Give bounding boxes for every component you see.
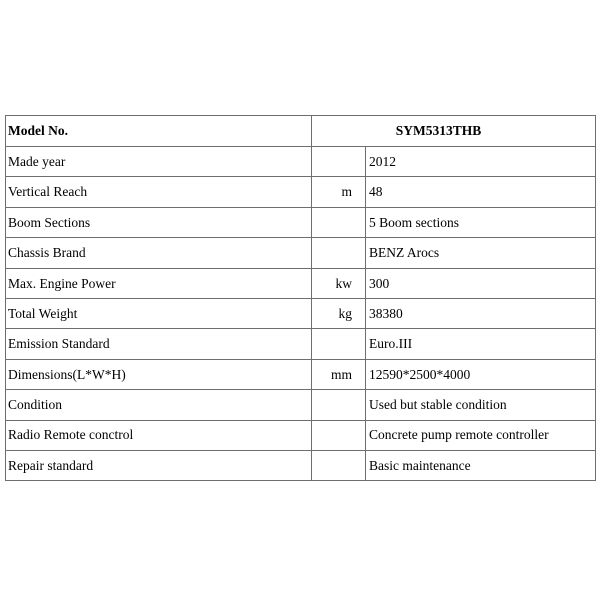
table-row bbox=[6, 147, 596, 177]
table-row bbox=[6, 450, 596, 480]
row-value: 48 bbox=[366, 177, 596, 207]
model-no-label: Model No. bbox=[6, 116, 312, 147]
row-unit: m bbox=[312, 177, 366, 207]
row-label: Max. Engine Power bbox=[6, 268, 312, 298]
row-unit bbox=[312, 147, 366, 177]
table-row bbox=[6, 177, 596, 207]
row-value: 12590*2500*4000 bbox=[366, 359, 596, 389]
table-row bbox=[6, 298, 596, 328]
row-value: BENZ Arocs bbox=[366, 238, 596, 268]
table-row bbox=[6, 420, 596, 450]
table-header-row bbox=[6, 116, 596, 147]
row-value: 2012 bbox=[366, 147, 596, 177]
row-unit bbox=[312, 420, 366, 450]
row-value: 5 Boom sections bbox=[366, 207, 596, 237]
row-label: Chassis Brand bbox=[6, 238, 312, 268]
table-row bbox=[6, 359, 596, 389]
row-label: Condition bbox=[6, 390, 312, 420]
row-unit bbox=[312, 390, 366, 420]
table-row bbox=[6, 268, 596, 298]
row-label: Emission Standard bbox=[6, 329, 312, 359]
table-row bbox=[6, 238, 596, 268]
row-label: Repair standard bbox=[6, 450, 312, 480]
table-row bbox=[6, 207, 596, 237]
table-row bbox=[6, 329, 596, 359]
row-value: 300 bbox=[366, 268, 596, 298]
row-value: Used but stable condition bbox=[366, 390, 596, 420]
spec-table bbox=[5, 115, 596, 481]
row-label: Boom Sections bbox=[6, 207, 312, 237]
row-unit bbox=[312, 207, 366, 237]
row-label: Dimensions(L*W*H) bbox=[6, 359, 312, 389]
row-unit bbox=[312, 450, 366, 480]
row-unit bbox=[312, 329, 366, 359]
row-value: Basic maintenance bbox=[366, 450, 596, 480]
row-label: Radio Remote conctrol bbox=[6, 420, 312, 450]
row-value: Concrete pump remote controller bbox=[366, 420, 596, 450]
row-label: Total Weight bbox=[6, 298, 312, 328]
row-unit: mm bbox=[312, 359, 366, 389]
row-value: 38380 bbox=[366, 298, 596, 328]
table-row bbox=[6, 390, 596, 420]
row-unit: kw bbox=[312, 268, 366, 298]
row-unit bbox=[312, 238, 366, 268]
row-label: Vertical Reach bbox=[6, 177, 312, 207]
row-label: Made year bbox=[6, 147, 312, 177]
row-unit: kg bbox=[312, 298, 366, 328]
row-value: Euro.III bbox=[366, 329, 596, 359]
model-no-value: SYM5313THB bbox=[312, 116, 596, 147]
